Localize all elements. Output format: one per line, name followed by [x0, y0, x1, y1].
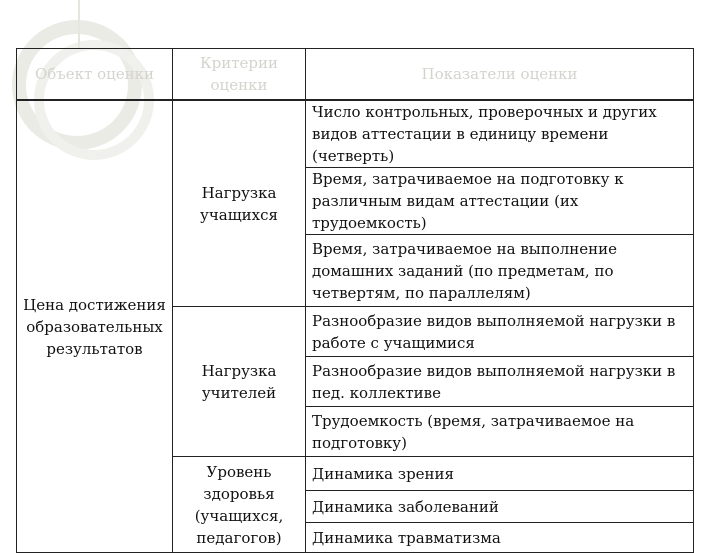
indicator-cell: Время, затрачиваемое на подготовку к различным видам аттестации (их трудоемкость): [306, 168, 694, 235]
indicator-cell: Разнообразие видов выполняемой нагрузки в работе с учащимися: [306, 307, 694, 357]
object-cell: Цена достижения образовательных результатов: [17, 100, 173, 553]
header-criteria: Критерии оценки: [173, 49, 306, 101]
header-indicators: Показатели оценки: [306, 49, 694, 101]
indicator-cell: Время, затрачиваемое на выполнение домашних заданий (по предметам, по четвертям, по параллелям): [306, 235, 694, 307]
criterion-teacher-load: Нагрузка учителей: [173, 307, 306, 457]
header-object: Объект оценки: [17, 49, 173, 101]
indicator-cell: Число контрольных, проверочных и других видов аттестации в единицу времени (четверть): [306, 100, 694, 168]
decorative-rule: [78, 0, 80, 48]
indicator-cell: Разнообразие видов выполняемой нагрузки в пед. коллективе: [306, 357, 694, 407]
assessment-table: [16, 48, 694, 553]
indicator-cell: Динамика зрения: [306, 457, 694, 491]
indicator-cell: Динамика травматизма: [306, 523, 694, 553]
indicator-cell: Трудоемкость (время, затрачиваемое на подготовку): [306, 407, 694, 457]
table-row: [17, 100, 694, 168]
criterion-student-load: Нагрузка учащихся: [173, 100, 306, 307]
indicator-cell: Динамика заболеваний: [306, 491, 694, 523]
table-header-row: [17, 49, 694, 101]
criterion-health-level: Уровень здоровья (учащихся, педагогов): [173, 457, 306, 553]
